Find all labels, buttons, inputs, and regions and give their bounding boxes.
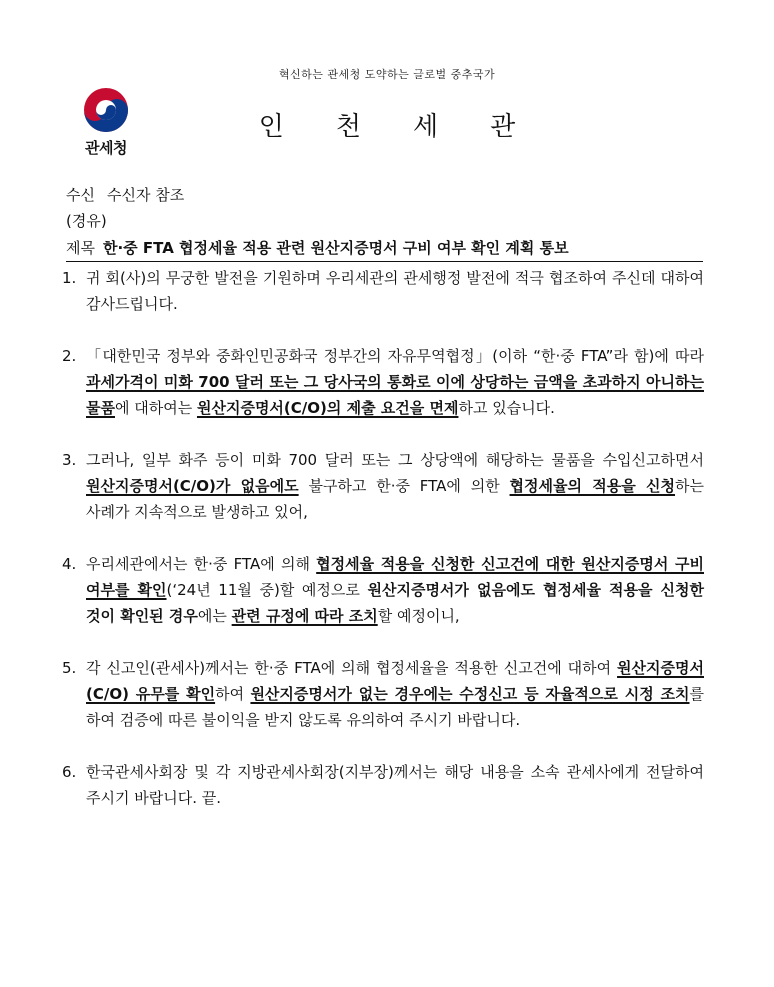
emphasized-text: 원산지증명서가 없음에도 협정세율 적용을 신청한 것이 확인된 경우 bbox=[86, 581, 704, 625]
paragraph-number: 3. bbox=[62, 451, 77, 469]
text-segment: 하여 bbox=[215, 685, 251, 703]
text-segment: 우리세관에서는 한·중 FTA에 의해 bbox=[86, 555, 317, 573]
text-segment: 하는 사례가 지속적으로 발생하고 있어, bbox=[86, 477, 704, 521]
subject-line bbox=[66, 237, 703, 262]
logo-label: 관세청 bbox=[85, 139, 127, 157]
paragraph-text bbox=[86, 655, 704, 733]
text-segment: 에는 bbox=[197, 607, 232, 625]
text-segment: 불구하고 한·중 FTA에 의한 bbox=[298, 477, 510, 495]
paragraph-2 bbox=[62, 343, 704, 421]
org-title: 인천세관 bbox=[258, 112, 568, 142]
paragraph-1 bbox=[62, 265, 704, 317]
emphasized-text: 협정세율 적용을 신청한 신고건에 대한 원산지증명서 구비 여부를 확인 bbox=[86, 555, 704, 599]
paragraph-text bbox=[86, 551, 704, 629]
text-segment: 할 예정이니, bbox=[377, 607, 460, 625]
text-segment: 각 신고인(관세사)께서는 한·중 FTA에 의해 협정세율을 적용한 신고건에 대하여 bbox=[86, 659, 618, 677]
paragraph-number: 4. bbox=[62, 555, 77, 573]
recipient-value: 수신자 참조 bbox=[106, 186, 185, 204]
paragraph-text bbox=[86, 265, 704, 317]
text-segment: 를 하여 검증에 따른 불이익을 받지 않도록 유의하여 주시기 바랍니다. bbox=[86, 685, 704, 729]
emphasized-text: 원산지증명서가 없는 경우에는 수정신고 등 자율적으로 시정 조치 bbox=[250, 685, 690, 703]
paragraph-5 bbox=[62, 655, 704, 733]
recipient-label: 수신 bbox=[66, 186, 95, 204]
paragraph-number: 6. bbox=[62, 763, 77, 781]
paragraph-number: 5. bbox=[62, 659, 77, 677]
emphasized-text: 원산지증명서(C/O)의 제출 요건을 면제 bbox=[196, 399, 459, 417]
text-segment: 그러나, 일부 화주 등이 미화 700 달러 또는 그 상당액에 해당하는 물품을 수입신고하면서 bbox=[86, 451, 704, 469]
emphasized-text: 관련 규정에 따라 조치 bbox=[231, 607, 378, 625]
paragraph-number: 2. bbox=[62, 347, 77, 365]
via-line bbox=[66, 210, 107, 231]
paragraph-6 bbox=[62, 759, 704, 811]
text-segment: 에 대하여는 bbox=[114, 399, 197, 417]
paragraph-text bbox=[86, 447, 704, 525]
paragraph-4 bbox=[62, 551, 704, 629]
paragraph-3 bbox=[62, 447, 704, 525]
emphasized-text: 과세가격이 미화 700 달러 또는 그 당사국의 통화로 이에 상당하는 금액을 초과하지 아니하는 물품 bbox=[86, 373, 704, 417]
recipient-line bbox=[66, 184, 184, 205]
subject-value: 한·중 FTA 협정세율 적용 관련 원산지증명서 구비 여부 확인 계획 통보 bbox=[102, 239, 569, 257]
text-segment: 하고 있습니다. bbox=[458, 399, 555, 417]
paragraph-text bbox=[86, 759, 704, 811]
text-segment: 「대한민국 정부와 중화인민공화국 정부간의 자유무역협정」(이하 “한·중 FTA”라 함)에 따라 bbox=[86, 347, 704, 365]
paragraph-text bbox=[86, 343, 704, 421]
via-label: (경유) bbox=[66, 212, 107, 230]
subject-label: 제목 bbox=[66, 239, 95, 257]
document-body bbox=[62, 265, 704, 837]
emphasized-text: 협정세율의 적용을 신청 bbox=[509, 477, 676, 495]
paragraph-number: 1. bbox=[62, 269, 77, 287]
emphasized-text: 원산지증명서(C/O)가 없음에도 bbox=[86, 477, 299, 495]
emphasized-text: 원산지증명서(C/O) 유무를 확인 bbox=[86, 659, 704, 703]
slogan: 혁신하는 관세청 도약하는 글로벌 중추국가 bbox=[278, 68, 496, 81]
text-segment: (‘24년 11월 중)할 예정으로 bbox=[166, 581, 368, 599]
text-segment: 귀 회(사)의 무궁한 발전을 기원하며 우리세관의 관세행정 발전에 적극 협조하여 주신데 대하여 감사드립니다. bbox=[86, 269, 704, 313]
text-segment: 한국관세사회장 및 각 지방관세사회장(지부장)께서는 해당 내용을 소속 관세사에게 전달하여 주시기 바랍니다. 끝. bbox=[86, 763, 704, 807]
